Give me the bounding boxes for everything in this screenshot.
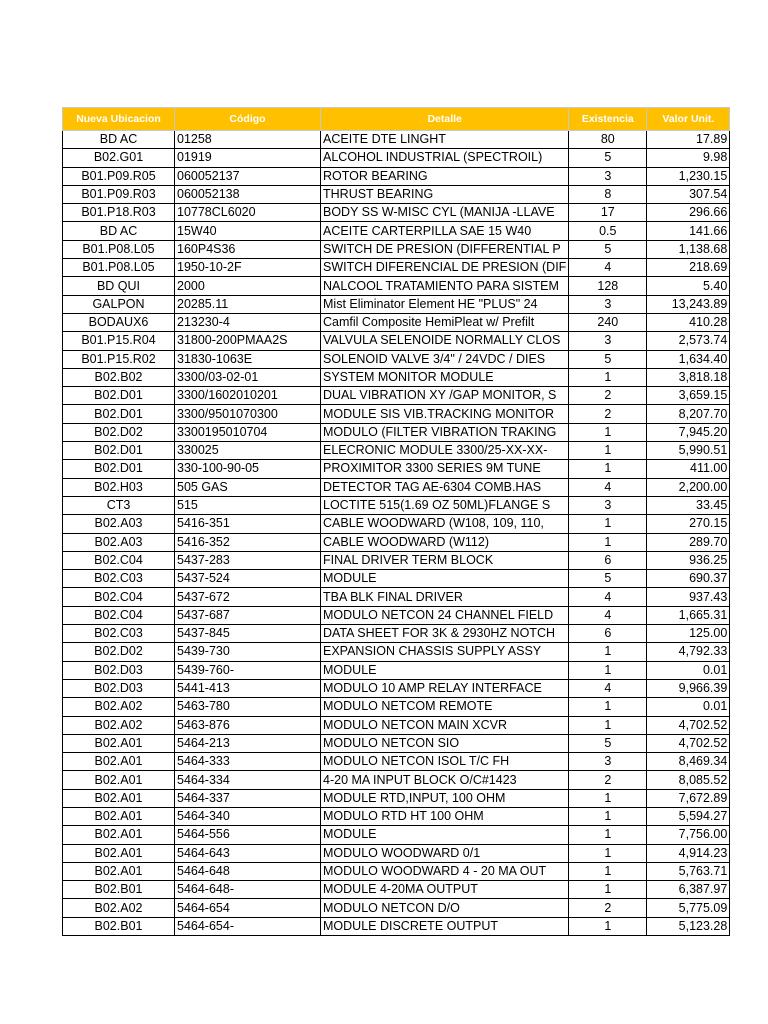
cell-ubicacion[interactable]: B02.A03 (63, 533, 175, 551)
header-existencia[interactable]: Existencia (569, 108, 647, 131)
cell-codigo[interactable]: 1950-10-2F (175, 259, 321, 277)
table-row (63, 131, 730, 149)
table-row (63, 460, 730, 478)
cell-valor[interactable]: 0.01 (647, 661, 730, 679)
cell-ubicacion[interactable]: B01.P08.L05 (63, 259, 175, 277)
cell-codigo[interactable]: 5463-876 (175, 716, 321, 734)
cell-existencia[interactable]: 1 (569, 515, 647, 533)
cell-ubicacion[interactable]: B02.D01 (63, 405, 175, 423)
cell-codigo[interactable]: 5464-654 (175, 899, 321, 917)
cell-detalle[interactable]: MODULE RTD,INPUT, 100 OHM (321, 789, 569, 807)
cell-valor[interactable]: 936.25 (647, 551, 730, 569)
cell-existencia[interactable]: 4 (569, 679, 647, 697)
cell-detalle[interactable]: DATA SHEET FOR 3K & 2930HZ NOTCH (321, 625, 569, 643)
cell-valor[interactable]: 125.00 (647, 625, 730, 643)
cell-existencia[interactable]: 4 (569, 606, 647, 624)
table-row (63, 204, 730, 222)
cell-detalle[interactable]: MODULO NETCON ISOL T/C FH (321, 753, 569, 771)
cell-detalle[interactable]: SWITCH DE PRESION (DIFFERENTIAL P (321, 240, 569, 258)
cell-codigo[interactable]: 5464-337 (175, 789, 321, 807)
cell-existencia[interactable]: 1 (569, 698, 647, 716)
cell-ubicacion[interactable]: B02.A01 (63, 826, 175, 844)
cell-existencia[interactable]: 1 (569, 917, 647, 935)
table-row (63, 313, 730, 331)
cell-existencia[interactable]: 5 (569, 734, 647, 752)
table-row (63, 862, 730, 880)
table-row (63, 222, 730, 240)
cell-valor[interactable]: 13,243.89 (647, 295, 730, 313)
cell-existencia[interactable]: 3 (569, 295, 647, 313)
cell-ubicacion[interactable]: B02.D03 (63, 679, 175, 697)
cell-existencia[interactable]: 80 (569, 131, 647, 149)
cell-codigo[interactable]: 01919 (175, 149, 321, 167)
cell-ubicacion[interactable]: B01.P09.R03 (63, 185, 175, 203)
cell-codigo[interactable]: 5464-213 (175, 734, 321, 752)
cell-detalle[interactable]: DUAL VIBRATION XY /GAP MONITOR, S (321, 387, 569, 405)
cell-detalle[interactable]: ALCOHOL INDUSTRIAL (SPECTROIL) (321, 149, 569, 167)
cell-valor[interactable]: 3,818.18 (647, 368, 730, 386)
table-row (63, 387, 730, 405)
cell-ubicacion[interactable]: B02.A01 (63, 844, 175, 862)
table-row (63, 807, 730, 825)
cell-ubicacion[interactable]: B02.A01 (63, 862, 175, 880)
cell-detalle[interactable]: PROXIMITOR 3300 SERIES 9M TUNE (321, 460, 569, 478)
cell-detalle[interactable]: MODULO NETCON MAIN XCVR (321, 716, 569, 734)
table-body (63, 131, 730, 936)
cell-ubicacion[interactable]: B02.B01 (63, 917, 175, 935)
cell-codigo[interactable]: 5437-672 (175, 588, 321, 606)
cell-detalle[interactable]: LOCTITE 515(1.69 OZ 50ML)FLANGE S (321, 496, 569, 514)
cell-codigo[interactable]: 5463-780 (175, 698, 321, 716)
cell-detalle[interactable]: ACEITE CARTERPILLA SAE 15 W40 (321, 222, 569, 240)
cell-valor[interactable]: 1,665.31 (647, 606, 730, 624)
cell-codigo[interactable]: 31800-200PMAA2S (175, 332, 321, 350)
cell-codigo[interactable]: 5439-760- (175, 661, 321, 679)
cell-codigo[interactable]: 5464-654- (175, 917, 321, 935)
table-row (63, 881, 730, 899)
cell-detalle[interactable]: MODULO NETCON D/O (321, 899, 569, 917)
cell-valor[interactable]: 3,659.15 (647, 387, 730, 405)
table-row (63, 368, 730, 386)
cell-existencia[interactable]: 1 (569, 844, 647, 862)
cell-ubicacion[interactable]: B02.A01 (63, 753, 175, 771)
cell-existencia[interactable]: 8 (569, 185, 647, 203)
table-row (63, 533, 730, 551)
cell-existencia[interactable]: 1 (569, 862, 647, 880)
cell-valor[interactable]: 5,990.51 (647, 442, 730, 460)
cell-valor[interactable]: 5,775.09 (647, 899, 730, 917)
cell-detalle[interactable]: MODULE (321, 826, 569, 844)
table-row (63, 643, 730, 661)
cell-detalle[interactable]: BODY SS W-MISC CYL (MANIJA -LLAVE (321, 204, 569, 222)
cell-ubicacion[interactable]: GALPON (63, 295, 175, 313)
cell-detalle[interactable]: SWITCH DIFERENCIAL DE PRESION (DIF (321, 259, 569, 277)
cell-valor[interactable]: 411.00 (647, 460, 730, 478)
cell-valor[interactable]: 33.45 (647, 496, 730, 514)
table-row (63, 625, 730, 643)
cell-ubicacion[interactable]: B02.A02 (63, 716, 175, 734)
cell-detalle[interactable]: MODULO WOODWARD 4 - 20 MA OUT (321, 862, 569, 880)
table-row (63, 551, 730, 569)
cell-detalle[interactable]: CABLE WOODWARD (W108, 109, 110, (321, 515, 569, 533)
cell-valor[interactable]: 937.43 (647, 588, 730, 606)
cell-valor[interactable]: 1,230.15 (647, 167, 730, 185)
cell-codigo[interactable]: 5464-648- (175, 881, 321, 899)
header-codigo[interactable]: Código (175, 108, 321, 131)
cell-detalle[interactable]: MODULE (321, 661, 569, 679)
cell-existencia[interactable]: 3 (569, 753, 647, 771)
cell-valor[interactable]: 9.98 (647, 149, 730, 167)
table-row (63, 496, 730, 514)
cell-codigo[interactable]: 5437-283 (175, 551, 321, 569)
cell-valor[interactable]: 7,945.20 (647, 423, 730, 441)
table-row (63, 844, 730, 862)
cell-ubicacion[interactable]: B02.A01 (63, 789, 175, 807)
cell-existencia[interactable]: 4 (569, 478, 647, 496)
cell-ubicacion[interactable]: B02.C03 (63, 625, 175, 643)
inventory-table (62, 107, 730, 936)
cell-valor[interactable]: 17.89 (647, 131, 730, 149)
cell-codigo[interactable]: 330-100-90-05 (175, 460, 321, 478)
cell-ubicacion[interactable]: BD AC (63, 131, 175, 149)
cell-detalle[interactable]: MODULE 4-20MA OUTPUT (321, 881, 569, 899)
cell-detalle[interactable]: Mist Eliminator Element HE "PLUS" 24 (321, 295, 569, 313)
cell-ubicacion[interactable]: B02.A02 (63, 899, 175, 917)
cell-codigo[interactable]: 3300/9501070300 (175, 405, 321, 423)
cell-codigo[interactable]: 10778CL6020 (175, 204, 321, 222)
cell-codigo[interactable]: 5464-334 (175, 771, 321, 789)
cell-valor[interactable]: 7,756.00 (647, 826, 730, 844)
cell-existencia[interactable]: 4 (569, 588, 647, 606)
table-row (63, 442, 730, 460)
cell-codigo[interactable]: 515 (175, 496, 321, 514)
cell-detalle[interactable]: VALVULA SELENOIDE NORMALLY CLOS (321, 332, 569, 350)
cell-valor[interactable]: 5,763.71 (647, 862, 730, 880)
cell-codigo[interactable]: 01258 (175, 131, 321, 149)
cell-codigo[interactable]: 5464-556 (175, 826, 321, 844)
cell-existencia[interactable]: 1 (569, 643, 647, 661)
table-row (63, 716, 730, 734)
table-row (63, 606, 730, 624)
cell-existencia[interactable]: 5 (569, 149, 647, 167)
table-row (63, 478, 730, 496)
cell-ubicacion[interactable]: B02.C03 (63, 570, 175, 588)
cell-existencia[interactable]: 17 (569, 204, 647, 222)
table-row (63, 185, 730, 203)
cell-ubicacion[interactable]: B02.C04 (63, 588, 175, 606)
cell-ubicacion[interactable]: B02.H03 (63, 478, 175, 496)
cell-detalle[interactable]: Camfil Composite HemiPleat w/ Prefilt (321, 313, 569, 331)
cell-ubicacion[interactable]: BODAUX6 (63, 313, 175, 331)
cell-codigo[interactable]: 15W40 (175, 222, 321, 240)
table-row (63, 405, 730, 423)
inventory-sheet (62, 107, 730, 936)
header-detalle[interactable]: Detalle (321, 108, 569, 131)
cell-existencia[interactable]: 240 (569, 313, 647, 331)
table-row (63, 332, 730, 350)
cell-ubicacion[interactable]: B01.P15.R02 (63, 350, 175, 368)
table-row (63, 350, 730, 368)
cell-ubicacion[interactable]: B02.A03 (63, 515, 175, 533)
cell-valor[interactable]: 0.01 (647, 698, 730, 716)
cell-valor[interactable]: 2,200.00 (647, 478, 730, 496)
cell-ubicacion[interactable]: B02.B02 (63, 368, 175, 386)
cell-existencia[interactable]: 2 (569, 899, 647, 917)
cell-ubicacion[interactable]: B02.A01 (63, 771, 175, 789)
table-row (63, 240, 730, 258)
table-row (63, 295, 730, 313)
cell-existencia[interactable]: 5 (569, 240, 647, 258)
header-ubicacion[interactable]: Nueva Ubicacion (63, 108, 175, 131)
cell-valor[interactable]: 1,634.40 (647, 350, 730, 368)
table-row (63, 679, 730, 697)
table-row (63, 826, 730, 844)
cell-detalle[interactable]: TBA BLK FINAL DRIVER (321, 588, 569, 606)
cell-existencia[interactable]: 1 (569, 807, 647, 825)
header-valor[interactable]: Valor Unit. (647, 108, 730, 131)
cell-existencia[interactable]: 1 (569, 881, 647, 899)
cell-valor[interactable]: 296.66 (647, 204, 730, 222)
table-row (63, 753, 730, 771)
cell-ubicacion[interactable]: B02.D01 (63, 387, 175, 405)
cell-codigo[interactable]: 3300/1602010201 (175, 387, 321, 405)
cell-ubicacion[interactable]: B02.G01 (63, 149, 175, 167)
cell-existencia[interactable]: 1 (569, 368, 647, 386)
cell-codigo[interactable]: 5464-648 (175, 862, 321, 880)
cell-codigo[interactable]: 20285.11 (175, 295, 321, 313)
cell-valor[interactable]: 4,792.33 (647, 643, 730, 661)
table-row (63, 570, 730, 588)
cell-valor[interactable]: 410.28 (647, 313, 730, 331)
table-row (63, 899, 730, 917)
cell-existencia[interactable]: 0.5 (569, 222, 647, 240)
cell-detalle[interactable]: MODULO WOODWARD 0/1 (321, 844, 569, 862)
cell-detalle[interactable]: ELECRONIC MODULE 3300/25-XX-XX- (321, 442, 569, 460)
cell-valor[interactable]: 1,138.68 (647, 240, 730, 258)
cell-detalle[interactable]: FINAL DRIVER TERM BLOCK (321, 551, 569, 569)
cell-valor[interactable]: 5,123.28 (647, 917, 730, 935)
cell-detalle[interactable]: MODULE SIS VIB.TRACKING MONITOR (321, 405, 569, 423)
cell-detalle[interactable]: EXPANSION CHASSIS SUPPLY ASSY (321, 643, 569, 661)
cell-codigo[interactable]: 5464-340 (175, 807, 321, 825)
cell-codigo[interactable]: 5416-352 (175, 533, 321, 551)
cell-detalle[interactable]: CABLE WOODWARD (W112) (321, 533, 569, 551)
cell-valor[interactable]: 4,702.52 (647, 716, 730, 734)
table-row (63, 789, 730, 807)
cell-detalle[interactable]: MODULO 10 AMP RELAY INTERFACE (321, 679, 569, 697)
cell-ubicacion[interactable]: B02.A01 (63, 734, 175, 752)
table-row (63, 771, 730, 789)
cell-valor[interactable]: 307.54 (647, 185, 730, 203)
table-row (63, 515, 730, 533)
cell-valor[interactable]: 8,207.70 (647, 405, 730, 423)
cell-ubicacion[interactable]: B02.D01 (63, 460, 175, 478)
cell-existencia[interactable]: 2 (569, 405, 647, 423)
cell-ubicacion[interactable]: B02.C04 (63, 551, 175, 569)
cell-valor[interactable]: 690.37 (647, 570, 730, 588)
cell-detalle[interactable]: MODULO RTD HT 100 OHM (321, 807, 569, 825)
cell-valor[interactable]: 270.15 (647, 515, 730, 533)
table-row (63, 167, 730, 185)
cell-detalle[interactable]: SOLENOID VALVE 3/4" / 24VDC / DIES (321, 350, 569, 368)
table-row (63, 149, 730, 167)
cell-codigo[interactable]: 5437-524 (175, 570, 321, 588)
cell-existencia[interactable]: 1 (569, 826, 647, 844)
cell-detalle[interactable]: ACEITE DTE LINGHT (321, 131, 569, 149)
cell-codigo[interactable]: 5437-687 (175, 606, 321, 624)
cell-detalle[interactable]: 4-20 MA INPUT BLOCK O/C#1423 (321, 771, 569, 789)
cell-ubicacion[interactable]: BD QUI (63, 277, 175, 295)
cell-existencia[interactable]: 3 (569, 496, 647, 514)
table-row (63, 259, 730, 277)
cell-valor[interactable]: 4,702.52 (647, 734, 730, 752)
cell-ubicacion[interactable]: B02.D02 (63, 643, 175, 661)
cell-ubicacion[interactable]: B01.P15.R04 (63, 332, 175, 350)
cell-detalle[interactable]: NALCOOL TRATAMIENTO PARA SISTEM (321, 277, 569, 295)
cell-existencia[interactable]: 2 (569, 771, 647, 789)
cell-codigo[interactable]: 060052138 (175, 185, 321, 203)
cell-codigo[interactable]: 2000 (175, 277, 321, 295)
cell-detalle[interactable]: MODULO NETCOM REMOTE (321, 698, 569, 716)
cell-detalle[interactable]: MODULO NETCON SIO (321, 734, 569, 752)
cell-codigo[interactable]: 31830-1063E (175, 350, 321, 368)
table-row (63, 661, 730, 679)
cell-existencia[interactable]: 4 (569, 259, 647, 277)
cell-codigo[interactable]: 5464-643 (175, 844, 321, 862)
cell-detalle[interactable]: MODULE DISCRETE OUTPUT (321, 917, 569, 935)
cell-ubicacion[interactable]: B02.A01 (63, 807, 175, 825)
cell-existencia[interactable]: 1 (569, 442, 647, 460)
cell-existencia[interactable]: 3 (569, 167, 647, 185)
cell-codigo[interactable]: 505 GAS (175, 478, 321, 496)
cell-existencia[interactable]: 1 (569, 423, 647, 441)
cell-ubicacion[interactable]: B02.C04 (63, 606, 175, 624)
cell-ubicacion[interactable]: B01.P08.L05 (63, 240, 175, 258)
cell-codigo[interactable]: 5437-845 (175, 625, 321, 643)
cell-valor[interactable]: 8,469.34 (647, 753, 730, 771)
cell-existencia[interactable]: 1 (569, 533, 647, 551)
cell-valor[interactable]: 4,914.23 (647, 844, 730, 862)
cell-existencia[interactable]: 6 (569, 551, 647, 569)
cell-ubicacion[interactable]: BD AC (63, 222, 175, 240)
table-row (63, 588, 730, 606)
cell-codigo[interactable]: 5464-333 (175, 753, 321, 771)
table-row (63, 917, 730, 935)
cell-existencia[interactable]: 1 (569, 460, 647, 478)
cell-existencia[interactable]: 3 (569, 332, 647, 350)
cell-ubicacion[interactable]: B01.P18.R03 (63, 204, 175, 222)
cell-ubicacion[interactable]: B02.D01 (63, 442, 175, 460)
cell-valor[interactable]: 5.40 (647, 277, 730, 295)
cell-codigo[interactable]: 5441-413 (175, 679, 321, 697)
cell-valor[interactable]: 9,966.39 (647, 679, 730, 697)
cell-detalle[interactable]: MODULO NETCON 24 CHANNEL FIELD (321, 606, 569, 624)
header-row (63, 108, 730, 131)
cell-valor[interactable]: 6,387.97 (647, 881, 730, 899)
cell-codigo[interactable]: 330025 (175, 442, 321, 460)
cell-existencia[interactable]: 6 (569, 625, 647, 643)
cell-ubicacion[interactable]: B02.B01 (63, 881, 175, 899)
cell-codigo[interactable]: 3300/03-02-01 (175, 368, 321, 386)
cell-ubicacion[interactable]: B02.D02 (63, 423, 175, 441)
cell-valor[interactable]: 8,085.52 (647, 771, 730, 789)
cell-existencia[interactable]: 1 (569, 661, 647, 679)
cell-detalle[interactable]: SYSTEM MONITOR MODULE (321, 368, 569, 386)
cell-valor[interactable]: 7,672.89 (647, 789, 730, 807)
cell-codigo[interactable]: 160P4S36 (175, 240, 321, 258)
cell-valor[interactable]: 289.70 (647, 533, 730, 551)
cell-codigo[interactable]: 213230-4 (175, 313, 321, 331)
cell-existencia[interactable]: 128 (569, 277, 647, 295)
cell-existencia[interactable]: 5 (569, 350, 647, 368)
cell-ubicacion[interactable]: B02.A02 (63, 698, 175, 716)
cell-detalle[interactable]: MODULO (FILTER VIBRATION TRAKING (321, 423, 569, 441)
cell-valor[interactable]: 141.66 (647, 222, 730, 240)
table-row (63, 277, 730, 295)
cell-codigo[interactable]: 3300195010704 (175, 423, 321, 441)
cell-detalle[interactable]: MODULE (321, 570, 569, 588)
cell-valor[interactable]: 2,573.74 (647, 332, 730, 350)
cell-ubicacion[interactable]: B02.D03 (63, 661, 175, 679)
cell-valor[interactable]: 5,594.27 (647, 807, 730, 825)
table-row (63, 734, 730, 752)
cell-detalle[interactable]: ROTOR BEARING (321, 167, 569, 185)
cell-ubicacion[interactable]: B01.P09.R05 (63, 167, 175, 185)
cell-codigo[interactable]: 5439-730 (175, 643, 321, 661)
cell-existencia[interactable]: 2 (569, 387, 647, 405)
table-row (63, 698, 730, 716)
table-row (63, 423, 730, 441)
cell-detalle[interactable]: THRUST BEARING (321, 185, 569, 203)
cell-detalle[interactable]: DETECTOR TAG AE-6304 COMB.HAS (321, 478, 569, 496)
cell-existencia[interactable]: 5 (569, 570, 647, 588)
cell-existencia[interactable]: 1 (569, 716, 647, 734)
cell-existencia[interactable]: 1 (569, 789, 647, 807)
cell-ubicacion[interactable]: CT3 (63, 496, 175, 514)
cell-valor[interactable]: 218.69 (647, 259, 730, 277)
cell-codigo[interactable]: 060052137 (175, 167, 321, 185)
cell-codigo[interactable]: 5416-351 (175, 515, 321, 533)
